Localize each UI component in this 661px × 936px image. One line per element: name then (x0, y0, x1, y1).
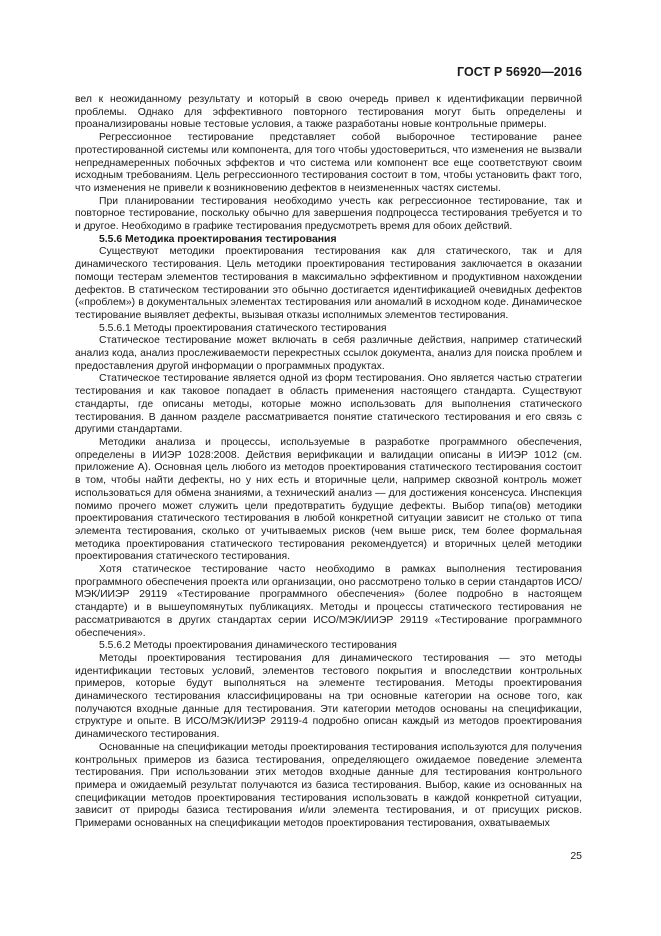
section-heading-5-5-6-2: 5.5.6.2 Методы проектирования динамического тестирования (99, 640, 397, 652)
paragraph-static-testing-form: Статическое тестирование является одной из форм тестирования. Оно является частью стратегии тестирования и как таковое попадает в область применения настоящего стандарта. Существуют стандарты, где описаны методы, которые можно использовать для выполнения статического тестирования. В данном разделе рассматривается понятие статического тестирования и его связь с другими стандартами. (75, 373, 582, 436)
paragraph-specification-based: Основанные на спецификации методы проектирования тестирования используются для получения контрольных примеров из базиса тестирования, определяющего ожидаемое поведение элемента тестирования. При использовании этих методов входные данные для тестирования контрольного примера и ожидаемый результат получаются из базиса тестирования. Выбор, какие из основанных на спецификации методов проектирования тестирования использовать в каждой конкретной ситуации, зависит от природы базиса тестирования и/или элемента тестирования, и от присущих рисков. Примерами основанных на спецификации методов проектирования тестирования, охватываемых (75, 741, 582, 830)
standard-designation: ГОСТ Р 56920—2016 (456, 65, 582, 79)
section-heading-5-5-6-1: 5.5.6.1 Методы проектирования статического тестирования (99, 322, 387, 334)
paragraph-static-testing-activities: Статическое тестирование может включать в себя различные действия, например статический анализ кода, анализ прослеживаемости перекрестных ссылок документа, анализ для поиска проблем и предоставления другой информации о программных продуктах. (75, 335, 582, 372)
paragraph-static-testing-scope: Хотя статическое тестирование часто необходимо в рамках выполнения тестирования программного обеспечения проекта или организации, оно рассмотрено только в серии стандартов ИСО/МЭК/ИИЭР 29119 «Тестирование программного обеспечения» (более подробно в настоящем стандарте) и в вышеупомянутых публикациях. Методы и процессы статического тестирования не рассматриваются в других стандартах серии ИСО/МЭК/ИИЭР 29119 «Тестирование программного обеспечения». (75, 564, 582, 639)
paragraph-test-design-techniques: Существуют методики проектирования тестирования как для статического, так и для динамического тестирования. Цель методики проектирования тестирования заключается в оказании помощи тестерам элементов тестирования в максимально эффективном и продуктивном нахождении дефектов. В статическом тестировании это обычно достигается идентификацией очевидных дефектов («проблем») в документальных элементах тестирования или аномалий в исходном коде. Динамическое тестирование выявляет дефекты, вызывая отказы исполнимых элементов тестирования. (75, 246, 582, 321)
section-heading-5-5-6: 5.5.6 Методика проектирования тестирования (99, 233, 337, 245)
page-number: 25 (570, 850, 582, 862)
paragraph-dynamic-test-design: Методы проектирования тестирования для динамического тестирования — это методы идентификации тестовых условий, элементов тестового покрытия и впоследствии контрольных примеров, которые будут выполняться на элементе тестирования. Методы проектирования динамического тестирования классифицированы на три основные категории на основе того, как получаются входные данные для тестирования. Эти категории методов основаны на спецификации, структуре и опыте. В ИСО/МЭК/ИИЭР 29119-4 подробно описан каждый из методов проектирования динамического тестирования. (75, 652, 582, 741)
paragraph-test-planning: При планировании тестирования необходимо учесть как регрессионное тестирование, так и повторное тестирование, поскольку обычно для завершения подпроцесса тестирования требуется и то и другое. Необходимо в графике тестирования предусмотреть время для обоих действий. (75, 195, 582, 233)
paragraph-continuation: вел к неожиданному результату и который в свою очередь привел к идентификации первичной проблемы. Однако для эффективного повторного тестирования могут быть определены и проанализированы новые тестовые условия, а также разработаны новые контрольные примеры. (75, 94, 582, 131)
paragraph-regression-testing: Регрессионное тестирование представляет собой выборочное тестирование ранее протестированной системы или компонента, для того чтобы удостовериться, что изменения не вызвали непреднамеренных побочных эффектов и что система или компонент все еще соответствуют своим исходным требованиям. Цель регрессионного тестирования состоит в том, чтобы установить факт того, что изменения не привели к возникновению дефектов в неизмененных частях системы. (75, 132, 582, 194)
paragraph-review-techniques: Методики анализа и процессы, используемые в разработке программного обеспечения, определены в ИИЭР 1028:2008. Действия верификации и валидации описаны в ИИЭР 1012 (см. приложение А). Основная цель любого из методов проектирования статического тестирования состоит в том, чтобы найти дефекты, но у них есть и вторичные цели, например сквозной контроль может использоваться для обмена знаниями, а технический анализ — для достижения консенсуса. Инспекция помимо прочего может служить цели предотвратить будущие дефекты. Выбор типа(ов) методики проектирования статического тестирования в любой конкретной ситуации зависит не столько от типа элемента тестирования, сколько от учитываемых рисков (чем выше риск, тем более формальная методика проектирования статического тестирования рекомендуется) и вторичных целей методики проектирования статического тестирования. (75, 436, 582, 563)
document-body (75, 94, 582, 831)
